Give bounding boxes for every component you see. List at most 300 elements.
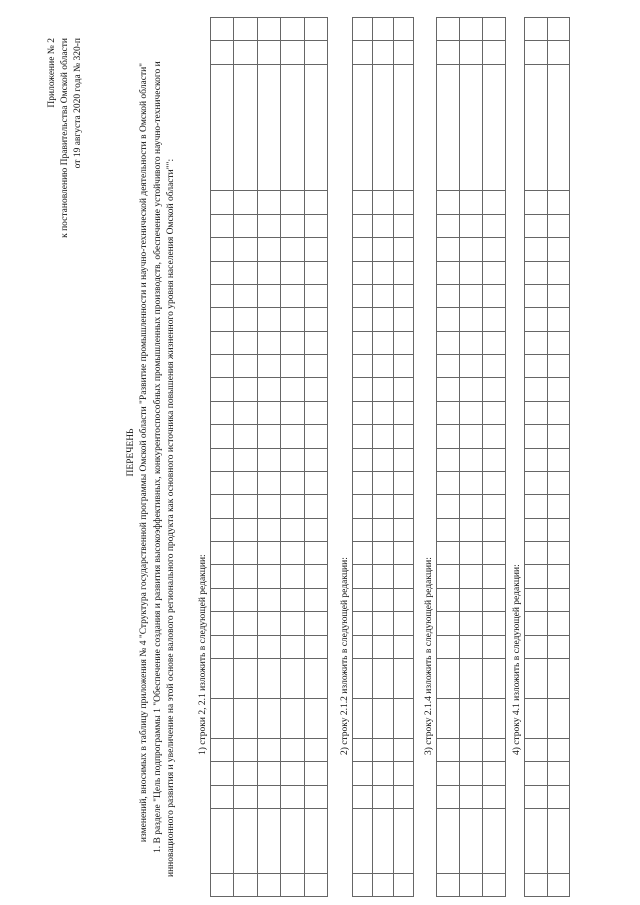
table-cell xyxy=(437,378,460,401)
table-cell xyxy=(460,785,483,808)
table-cell xyxy=(483,285,506,308)
table-cell xyxy=(393,785,413,808)
table-cell xyxy=(437,762,460,785)
table-cell xyxy=(211,355,234,378)
table-cell xyxy=(257,495,280,518)
table-cell xyxy=(257,472,280,495)
table-cell xyxy=(483,738,506,761)
table-cell xyxy=(211,612,234,635)
table-cell xyxy=(437,659,460,699)
table-cell xyxy=(393,698,413,738)
table-cell xyxy=(281,698,304,738)
table-cell xyxy=(353,214,373,237)
table-cell xyxy=(483,542,506,565)
table-cell xyxy=(460,18,483,41)
table-cell xyxy=(393,518,413,541)
table-cell xyxy=(483,698,506,738)
table-cell xyxy=(525,659,548,699)
table-cell xyxy=(393,355,413,378)
table-cell xyxy=(373,762,393,785)
table-cell xyxy=(257,448,280,471)
table-cell xyxy=(353,401,373,424)
table-cell xyxy=(525,64,548,191)
table-cell xyxy=(257,612,280,635)
table-cell xyxy=(211,425,234,448)
table-cell xyxy=(483,472,506,495)
table-cell xyxy=(393,472,413,495)
table-cell xyxy=(373,659,393,699)
table-cell xyxy=(257,261,280,284)
table-cell xyxy=(437,238,460,261)
table-cell xyxy=(373,308,393,331)
table-cell xyxy=(525,518,548,541)
table-cell xyxy=(393,565,413,588)
table-cell xyxy=(257,425,280,448)
table-cell xyxy=(483,191,506,214)
table-cell xyxy=(393,64,413,191)
table-cell xyxy=(437,308,460,331)
table-cell xyxy=(257,542,280,565)
table-cell xyxy=(234,518,257,541)
table-cell xyxy=(281,191,304,214)
table-cell xyxy=(393,425,413,448)
table-cell xyxy=(257,659,280,699)
section-4-table xyxy=(524,17,570,897)
table-cell xyxy=(437,425,460,448)
table-cell xyxy=(211,873,234,896)
table-cell xyxy=(211,698,234,738)
table-cell xyxy=(353,472,373,495)
table-row xyxy=(211,18,234,897)
table-cell xyxy=(525,285,548,308)
table-cell xyxy=(460,565,483,588)
table-cell xyxy=(525,565,548,588)
table-cell xyxy=(393,612,413,635)
table-row xyxy=(353,18,373,897)
table-cell xyxy=(483,635,506,658)
table-cell xyxy=(304,425,327,448)
table-cell xyxy=(211,785,234,808)
table-cell xyxy=(373,448,393,471)
table-cell xyxy=(211,331,234,354)
table-cell xyxy=(304,238,327,261)
table-cell xyxy=(460,64,483,191)
table-cell xyxy=(547,378,570,401)
table-cell xyxy=(437,285,460,308)
table-cell xyxy=(547,518,570,541)
table-cell xyxy=(281,472,304,495)
table-cell xyxy=(257,565,280,588)
table-cell xyxy=(525,762,548,785)
table-cell xyxy=(353,698,373,738)
table-cell xyxy=(483,331,506,354)
table-cell xyxy=(460,378,483,401)
table-cell xyxy=(373,612,393,635)
table-cell xyxy=(257,785,280,808)
table-cell xyxy=(234,448,257,471)
table-cell xyxy=(234,331,257,354)
table-cell xyxy=(525,495,548,518)
table-cell xyxy=(211,64,234,191)
table-row xyxy=(460,18,483,897)
table-cell xyxy=(373,542,393,565)
table-cell xyxy=(211,401,234,424)
table-cell xyxy=(373,873,393,896)
section-3-table xyxy=(436,17,506,897)
table-cell xyxy=(525,698,548,738)
table-cell xyxy=(211,472,234,495)
table-cell xyxy=(525,261,548,284)
table-cell xyxy=(437,472,460,495)
table-cell xyxy=(257,191,280,214)
table-cell xyxy=(211,238,234,261)
table-cell xyxy=(393,448,413,471)
table-cell xyxy=(393,808,413,873)
table-cell xyxy=(525,308,548,331)
table-cell xyxy=(234,285,257,308)
table-cell xyxy=(281,542,304,565)
table-row xyxy=(393,18,413,897)
table-cell xyxy=(281,762,304,785)
table-cell xyxy=(304,472,327,495)
table-cell xyxy=(234,612,257,635)
table-cell xyxy=(353,762,373,785)
table-cell xyxy=(281,308,304,331)
table-cell xyxy=(234,472,257,495)
table-cell xyxy=(304,808,327,873)
table-cell xyxy=(281,659,304,699)
table-cell xyxy=(547,425,570,448)
table-cell xyxy=(483,659,506,699)
table-cell xyxy=(547,401,570,424)
table-cell xyxy=(304,659,327,699)
table-cell xyxy=(353,659,373,699)
table-cell xyxy=(257,64,280,191)
table-cell xyxy=(234,785,257,808)
table-cell xyxy=(393,873,413,896)
table-cell xyxy=(211,308,234,331)
table-cell xyxy=(304,378,327,401)
table-cell xyxy=(437,41,460,64)
document-subheading: изменений, вносимых в таблицу приложения № 4 "Структура государственной программы Омской области "Развитие промышленности и научно-технической деятельности в Омской области" xyxy=(139,62,149,843)
table-cell xyxy=(353,873,373,896)
table-row xyxy=(547,18,570,897)
table-cell xyxy=(460,738,483,761)
table-cell xyxy=(525,542,548,565)
table-cell xyxy=(234,738,257,761)
table-cell xyxy=(304,401,327,424)
table-cell xyxy=(373,495,393,518)
section-1-table xyxy=(210,17,328,897)
table-cell xyxy=(437,612,460,635)
table-cell xyxy=(373,285,393,308)
table-cell xyxy=(257,331,280,354)
table-cell xyxy=(281,448,304,471)
table-cell xyxy=(281,355,304,378)
table-cell xyxy=(211,542,234,565)
table-cell xyxy=(353,41,373,64)
section-1-caption: 1) строки 2, 2.1 изложить в следующей редакции: xyxy=(198,554,208,755)
table-cell xyxy=(547,495,570,518)
table-cell xyxy=(257,285,280,308)
table-cell xyxy=(460,873,483,896)
table-cell xyxy=(547,635,570,658)
table-cell xyxy=(257,238,280,261)
table-cell xyxy=(547,355,570,378)
table-cell xyxy=(304,331,327,354)
table-cell xyxy=(353,542,373,565)
table-cell xyxy=(393,738,413,761)
table-row xyxy=(437,18,460,897)
table-cell xyxy=(437,401,460,424)
table-cell xyxy=(483,261,506,284)
table-cell xyxy=(547,238,570,261)
table-cell xyxy=(393,308,413,331)
table-cell xyxy=(547,191,570,214)
table-cell xyxy=(393,18,413,41)
table-cell xyxy=(460,331,483,354)
appendix-resolution: к постановлению Правительства Омской области xyxy=(60,38,70,238)
table-cell xyxy=(234,588,257,611)
table-cell xyxy=(525,873,548,896)
table-cell xyxy=(234,18,257,41)
table-cell xyxy=(547,261,570,284)
table-cell xyxy=(373,588,393,611)
table-cell xyxy=(373,64,393,191)
table-cell xyxy=(460,401,483,424)
table-cell xyxy=(353,191,373,214)
table-row xyxy=(373,18,393,897)
table-cell xyxy=(234,41,257,64)
table-cell xyxy=(525,401,548,424)
table-cell xyxy=(211,738,234,761)
table-cell xyxy=(234,762,257,785)
table-cell xyxy=(353,64,373,191)
table-cell xyxy=(483,518,506,541)
table-cell xyxy=(281,378,304,401)
table-cell xyxy=(483,355,506,378)
table-cell xyxy=(211,518,234,541)
table-cell xyxy=(234,261,257,284)
table-cell xyxy=(373,808,393,873)
table-cell xyxy=(211,214,234,237)
document-heading: ПЕРЕЧЕНЬ xyxy=(126,428,136,477)
table-cell xyxy=(281,425,304,448)
table-cell xyxy=(393,495,413,518)
table-row xyxy=(525,18,548,897)
table-cell xyxy=(483,18,506,41)
table-cell xyxy=(547,612,570,635)
table-cell xyxy=(211,495,234,518)
table-cell xyxy=(460,612,483,635)
table-cell xyxy=(304,261,327,284)
table-cell xyxy=(281,495,304,518)
table-cell xyxy=(304,64,327,191)
table-cell xyxy=(460,285,483,308)
table-cell xyxy=(234,425,257,448)
table-cell xyxy=(281,612,304,635)
table-cell xyxy=(304,18,327,41)
table-cell xyxy=(373,355,393,378)
table-cell xyxy=(483,214,506,237)
table-cell xyxy=(257,635,280,658)
table-cell xyxy=(437,355,460,378)
table-cell xyxy=(525,425,548,448)
table-cell xyxy=(304,785,327,808)
table-cell xyxy=(211,808,234,873)
table-cell xyxy=(460,355,483,378)
table-cell xyxy=(547,565,570,588)
table-cell xyxy=(547,588,570,611)
table-cell xyxy=(373,425,393,448)
table-cell xyxy=(460,588,483,611)
table-cell xyxy=(460,808,483,873)
table-cell xyxy=(437,588,460,611)
table-cell xyxy=(525,18,548,41)
table-cell xyxy=(257,873,280,896)
table-cell xyxy=(353,238,373,261)
table-cell xyxy=(234,873,257,896)
table-cell xyxy=(304,542,327,565)
table-cell xyxy=(304,308,327,331)
table-cell xyxy=(304,214,327,237)
table-cell xyxy=(483,612,506,635)
table-cell xyxy=(547,873,570,896)
table-cell xyxy=(483,401,506,424)
table-cell xyxy=(234,698,257,738)
table-cell xyxy=(547,762,570,785)
table-cell xyxy=(281,18,304,41)
table-cell xyxy=(304,285,327,308)
table-cell xyxy=(547,472,570,495)
table-cell xyxy=(281,285,304,308)
table-cell xyxy=(281,738,304,761)
table-cell xyxy=(547,331,570,354)
table-cell xyxy=(460,472,483,495)
table-cell xyxy=(353,808,373,873)
table-cell xyxy=(460,425,483,448)
table-cell xyxy=(353,635,373,658)
table-cell xyxy=(257,808,280,873)
table-cell xyxy=(525,635,548,658)
table-cell xyxy=(547,41,570,64)
table-cell xyxy=(257,308,280,331)
table-cell xyxy=(525,472,548,495)
table-cell xyxy=(547,698,570,738)
table-cell xyxy=(393,331,413,354)
table-cell xyxy=(304,355,327,378)
table-cell xyxy=(483,448,506,471)
table-cell xyxy=(353,565,373,588)
appendix-header xyxy=(46,38,85,238)
table-cell xyxy=(483,425,506,448)
table-cell xyxy=(547,738,570,761)
table-cell xyxy=(257,214,280,237)
table-cell xyxy=(525,378,548,401)
table-cell xyxy=(257,401,280,424)
table-cell xyxy=(281,518,304,541)
table-row xyxy=(234,18,257,897)
table-cell xyxy=(257,41,280,64)
table-cell xyxy=(234,308,257,331)
table-cell xyxy=(460,762,483,785)
table-cell xyxy=(304,873,327,896)
table-cell xyxy=(281,808,304,873)
table-cell xyxy=(373,191,393,214)
table-cell xyxy=(373,472,393,495)
table-cell xyxy=(460,542,483,565)
table-cell xyxy=(483,495,506,518)
table-cell xyxy=(437,698,460,738)
table-cell xyxy=(353,285,373,308)
table-cell xyxy=(281,401,304,424)
table-cell xyxy=(257,518,280,541)
section-3-caption: 3) строку 2.1.4 изложить в следующей редакции: xyxy=(424,557,434,755)
table-cell xyxy=(234,659,257,699)
table-cell xyxy=(437,261,460,284)
table-cell xyxy=(353,738,373,761)
table-cell xyxy=(437,565,460,588)
table-cell xyxy=(304,612,327,635)
table-cell xyxy=(525,808,548,873)
table-cell xyxy=(437,448,460,471)
table-cell xyxy=(373,261,393,284)
intro-paragraph: 1. В разделе "Цель подпрограммы 1 "Обеспечение создания и развития высокоэффективных, конкурентоспособных промышленных производств, обеспечение устойчивого научно-технического и инновационного развития и увеличение на этой основе валового регионального продукта как основного источника повышения жизненного уровня населения Омской области"": xyxy=(153,61,176,877)
table-cell xyxy=(234,565,257,588)
table-cell xyxy=(483,378,506,401)
table-cell xyxy=(211,659,234,699)
table-cell xyxy=(483,41,506,64)
table-cell xyxy=(353,448,373,471)
table-cell xyxy=(547,659,570,699)
table-row xyxy=(304,18,327,897)
table-cell xyxy=(234,401,257,424)
table-cell xyxy=(257,762,280,785)
table-cell xyxy=(460,518,483,541)
table-cell xyxy=(460,659,483,699)
table-cell xyxy=(483,762,506,785)
table-cell xyxy=(211,378,234,401)
table-cell xyxy=(393,41,413,64)
table-cell xyxy=(353,425,373,448)
table-cell xyxy=(460,495,483,518)
table-cell xyxy=(281,64,304,191)
table-cell xyxy=(437,785,460,808)
table-cell xyxy=(234,495,257,518)
table-cell xyxy=(211,635,234,658)
table-cell xyxy=(304,762,327,785)
table-cell xyxy=(373,698,393,738)
table-cell xyxy=(211,261,234,284)
table-cell xyxy=(373,518,393,541)
table-cell xyxy=(437,518,460,541)
table-cell xyxy=(547,214,570,237)
table-cell xyxy=(304,635,327,658)
table-cell xyxy=(234,635,257,658)
table-cell xyxy=(373,331,393,354)
table-cell xyxy=(373,635,393,658)
table-cell xyxy=(373,18,393,41)
section-4-caption: 4) строку 4.1 изложить в следующей редакции: xyxy=(512,564,522,755)
table-cell xyxy=(437,18,460,41)
table-cell xyxy=(437,542,460,565)
table-cell xyxy=(547,64,570,191)
table-cell xyxy=(353,18,373,41)
table-cell xyxy=(393,191,413,214)
table-cell xyxy=(393,214,413,237)
table-cell xyxy=(483,785,506,808)
table-cell xyxy=(483,565,506,588)
